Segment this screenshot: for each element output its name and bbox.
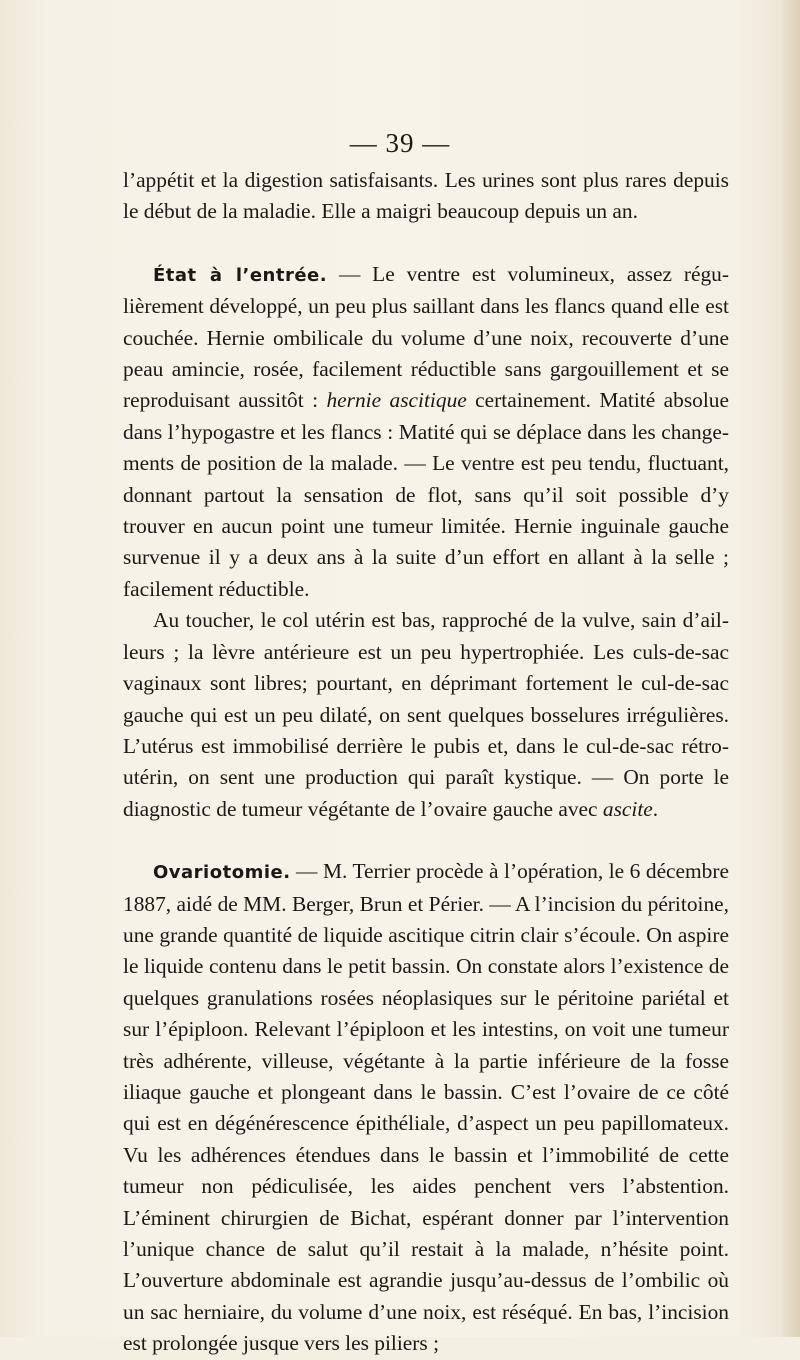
paragraph-appetit [123,165,729,228]
paragraph-text: — Le ventre est volumineux, assez régulièrement développé, un peu plus saillant dans les flancs quand elle est couchée. Hernie ombilicale du volume d’une noix, recouverte d’une peau amincie, rosée, facilement réductible sans gargouillement et se reproduisant aussitôt : [123,261,729,413]
paragraph-text: Au toucher, le col utérin est bas, rapproché de la vulve, sain d’ailleurs ; la lèvre antérieure est un peu hypertrophiée. Les culs-de-sac vaginaux sont libres; pourtant, en déprimant fortement le cul-de-sac gauche qui est un peu dilaté, on sent quelques bosselures irrégulières. L’utérus est immobilisé derrière le pubis et, dans le cul-de-sac rétro-utérin, on sent une production qui paraît kystique. — On porte le diagnostic de tumeur végétante de l’ovaire gauche avec [123,608,729,821]
paragraph-text: l’appétit et la digestion satisfaisants. Les urines sont plus rares depuis le début de la maladie. Elle a maigri beaucoup depuis un an. [123,168,729,224]
section-heading-etat-entree: État à l’entrée. [153,264,328,286]
paragraph-text: certainement. Matité absolue dans l’hypogastre et les flancs : Matité qui se déplace dans les changements de position de la malade. — Le ventre est peu tendu, fluctuant, donnant partout la sensation de flot, sans qu’il soit possible d’y trouver en aucun point une tumeur limitée. Hernie inguinale gauche survenue il y a deux ans à la suite d’un effort en allant à la selle ; facilement réductible. [123,388,729,601]
body-text [123,165,729,1360]
paragraph-text: . [652,796,659,821]
paragraph-ovariotomie [123,856,729,1360]
paragraph-toucher [123,605,729,825]
paragraph-etat-entree [123,259,729,605]
italic-term: ascite [602,796,653,821]
italic-term: hernie ascitique [326,388,467,413]
page-edge-shadow [778,0,800,1337]
section-heading-ovariotomie: Ovariotomie. [153,862,291,884]
paragraph-text: — M. Terrier procède à l’opération, le 6 décembre 1887, aidé de MM. Berger, Brun et Périer. — A l’incision du péritoine, une grande quantité de liquide ascitique citrin clair s’écoule. On aspire le liquide contenu dans le petit bassin. On constate alors l’existence de quelques granulations rosées néoplasiques sur le péritoine pariétal et sur l’épiploon. Relevant l’épiploon et les intestins, on voit une tumeur très adhérente, villeuse, végétante à la partie inférieure de la fosse iliaque gauche et plongeant dans le bassin. C’est l’ovaire de ce côté qui est en dégénérescence épithéliale, d’aspect un peu papillomateux. Vu les adhérences étendues dans le bassin et l’immobilité de cette tumeur non pédiculisée, les aides penchent vers l’abstention. L’éminent chirurgien de Bichat, espérant donner par l’intervention l’unique chance de salut qu’il restait à la malade, n’hésite point. L’ouverture abdominale est agrandie jusqu’au-dessus de l’ombilic où un sac herniaire, du volume d’une noix, est réséqué. En bas, l’incision est prolongée jusque vers les piliers ; [123,859,729,1356]
page-number: — 39 — [349,128,451,158]
